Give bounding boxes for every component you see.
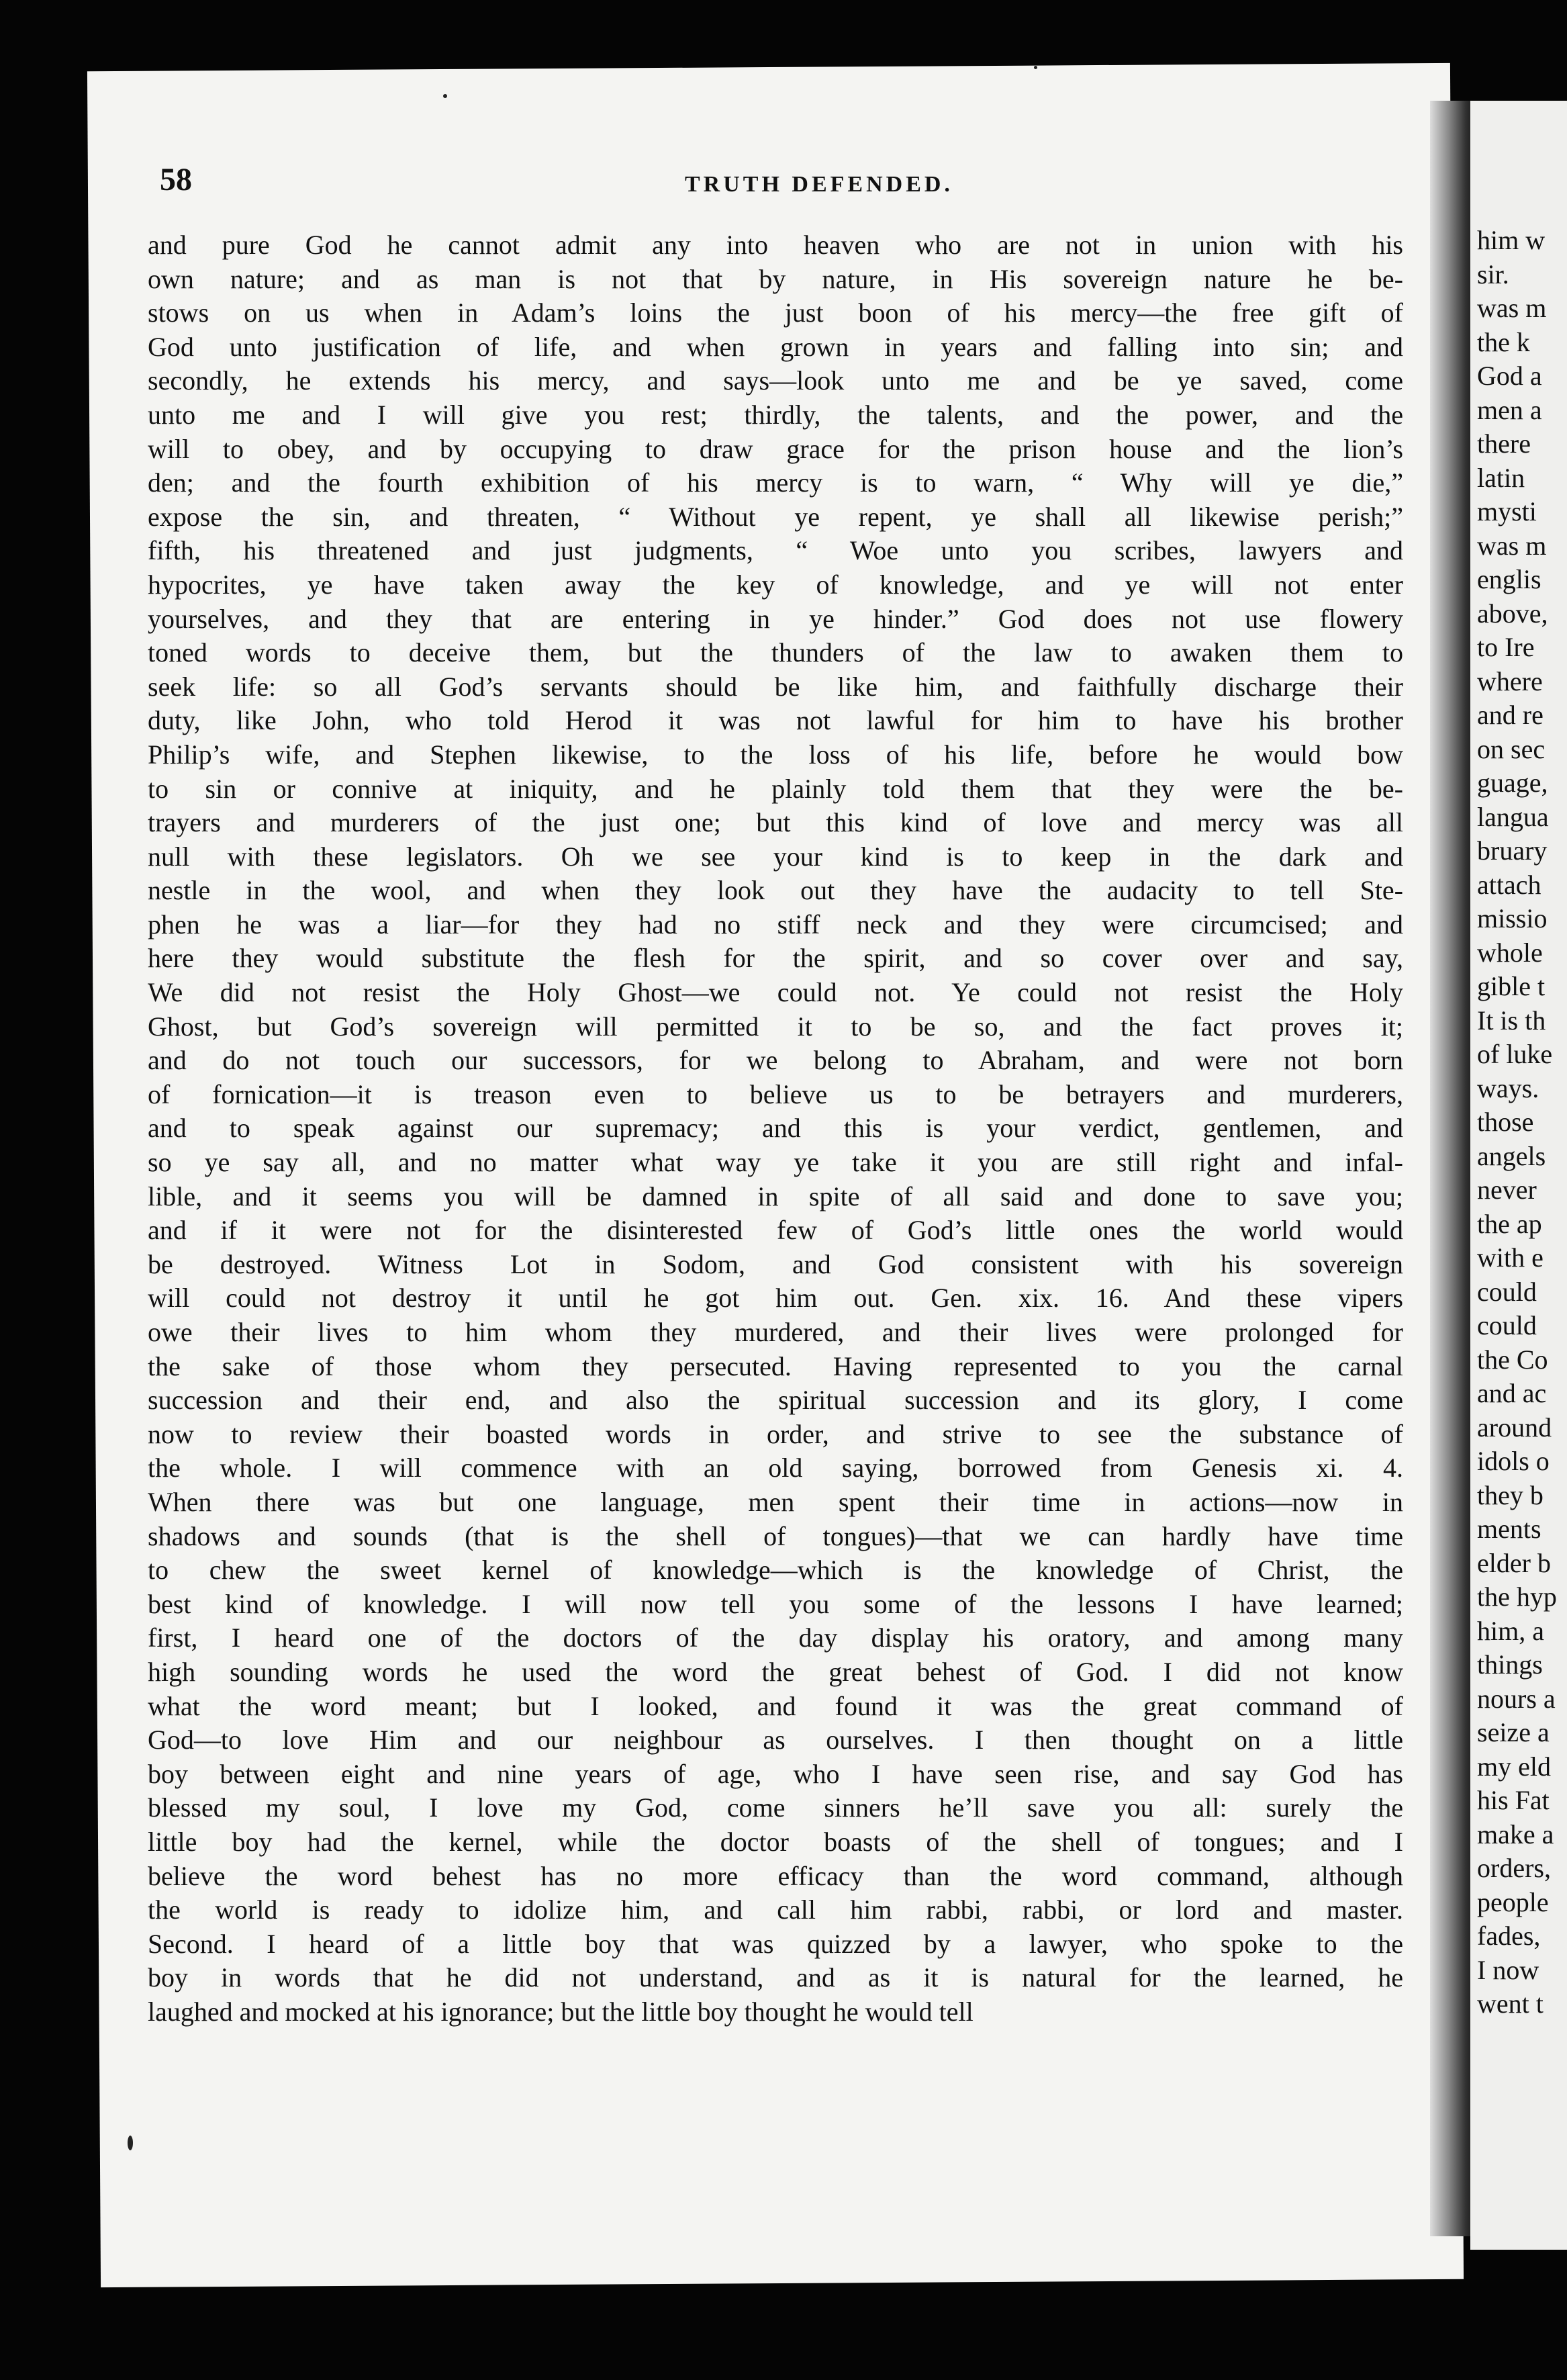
text-line: yourselves, and they that are entering in ye hinder.” God does not use flowery (148, 603, 1403, 634)
facing-text-line: things (1477, 1649, 1543, 1680)
facing-text-line: the hyp (1477, 1582, 1557, 1612)
facing-text-line: fades, (1477, 1921, 1541, 1951)
text-line: When there was but one language, men spent their time in actions—now in (148, 1486, 1403, 1517)
text-line: unto me and I will give you rest; thirdly, the talents, and the power, and the (148, 399, 1403, 430)
facing-text-line: orders, (1477, 1853, 1551, 1883)
facing-text-line: was m (1477, 530, 1547, 561)
text-line: fifth, his threatened and just judgments, “ Woe unto you scribes, lawyers and (148, 535, 1403, 566)
facing-text-line: nours a (1477, 1683, 1556, 1714)
text-line: Second. I heard of a little boy that was quizzed by a lawyer, who spoke to the (148, 1928, 1403, 1959)
text-line: God—to love Him and our neighbour as ourselves. I then thought on a little (148, 1725, 1403, 1755)
text-line: to sin or connive at iniquity, and he plainly told them that they were the be- (148, 773, 1403, 804)
text-line: what the word meant; but I looked, and found it was the great command of (148, 1690, 1403, 1721)
text-line: now to review their boasted words in order, and strive to see the substance of (148, 1418, 1403, 1449)
text-line: seek life: so all God’s servants should be like him, and faithfully discharge their (148, 671, 1403, 702)
facing-text-line: him w (1477, 225, 1546, 255)
text-line: the whole. I will commence with an old saying, borrowed from Genesis xi. 4. (148, 1453, 1403, 1483)
facing-text-line: the k (1477, 326, 1530, 357)
text-line: blessed my soul, I love my God, come sinners he’ll save you all: surely the (148, 1792, 1403, 1823)
facing-text-line: his Fat (1477, 1785, 1550, 1815)
text-line: lible, and it seems you will be damned in spite of all said and done to save you; (148, 1181, 1403, 1211)
text-line: den; and the fourth exhibition of his mercy is to warn, “ Why will ye die,” (148, 467, 1403, 498)
text-line: here they would substitute the flesh for the spirit, and so cover over and say, (148, 943, 1403, 974)
facing-text-line: sir. (1477, 259, 1509, 289)
text-line: and pure God he cannot admit any into heaven who are not in union with his (148, 230, 1403, 260)
facing-text-line: went t (1477, 1988, 1544, 2019)
text-line: God unto justification of life, and when grown in years and falling into sin; and (148, 331, 1403, 362)
text-line: of fornication—it is treason even to believe us to be betrayers and murderers, (148, 1079, 1403, 1109)
text-line: own nature; and as man is not that by nature, in His sovereign nature he be- (148, 263, 1403, 294)
text-line: so ye say all, and no matter what way ye take it you are still right and infal- (148, 1147, 1403, 1178)
text-line: and to speak against our supremacy; and this is your verdict, gentlemen, and (148, 1113, 1403, 1144)
text-line: will could not destroy it until he got him out. Gen. xix. 16. And these vipers (148, 1283, 1403, 1314)
text-line: stows on us when in Adam’s loins the just boon of his mercy—the free gift of (148, 298, 1403, 328)
text-line: hypocrites, ye have taken away the key of knowledge, and ye will not enter (148, 569, 1403, 600)
text-line: and if it were not for the disinterested few of God’s little ones the world would (148, 1215, 1403, 1246)
text-line: be destroyed. Witness Lot in Sodom, and God consistent with his sovereign (148, 1248, 1403, 1279)
text-line: high sounding words he used the word the great behest of God. I did not know (148, 1656, 1403, 1687)
facing-text-line: above, (1477, 598, 1548, 629)
facing-text-line: the ap (1477, 1208, 1542, 1239)
facing-text-line: and re (1477, 700, 1544, 730)
facing-text-line: him, a (1477, 1615, 1544, 1646)
text-line: Philip’s wife, and Stephen likewise, to the loss of his life, before he would bow (148, 739, 1403, 770)
text-line: boy in words that he did not understand, and as it is natural for the learned, he (148, 1962, 1403, 1993)
facing-text-line: my eld (1477, 1751, 1551, 1782)
facing-text-line: where (1477, 666, 1543, 696)
facing-text-line: langua (1477, 801, 1549, 832)
facing-text-line: people (1477, 1886, 1549, 1917)
facing-text-line: on sec (1477, 733, 1546, 764)
text-line: phen he was a liar—for they had no stiff neck and they were circumcised; and (148, 909, 1403, 940)
text-line: Ghost, but God’s sovereign will permitted it to be so, and the fact proves it; (148, 1011, 1403, 1042)
facing-text-line: gible t (1477, 971, 1546, 1001)
text-line: shadows and sounds (that is the shell of tongues)—that we can hardly have time (148, 1520, 1403, 1551)
facing-text-line: ments (1477, 1514, 1541, 1544)
text-line: laughed and mocked at his ignorance; but the little boy thought he would tell (148, 1996, 974, 2027)
facing-text-line: God a (1477, 361, 1542, 391)
text-line: expose the sin, and threaten, “ Without ye repent, ye shall all likewise perish;” (148, 501, 1403, 532)
text-line: boy between eight and nine years of age, who I have seen rise, and say God has (148, 1758, 1403, 1789)
facing-text-line: there (1477, 428, 1531, 459)
facing-text-line: idols o (1477, 1446, 1550, 1476)
scan-speck (1034, 66, 1037, 69)
text-line: and do not touch our successors, for we belong to Abraham, and were not born (148, 1045, 1403, 1076)
facing-text-line: the Co (1477, 1344, 1548, 1375)
text-line: succession and their end, and also the spiritual succession and its glory, I come (148, 1385, 1403, 1416)
facing-text-line: mysti (1477, 496, 1537, 527)
facing-text-line: guage, (1477, 768, 1548, 798)
facing-text-line: those (1477, 1107, 1534, 1137)
text-line: trayers and murderers of the just one; but this kind of love and mercy was all (148, 807, 1403, 838)
facing-text-line: of luke (1477, 1039, 1553, 1069)
facing-text-line: whole (1477, 937, 1543, 968)
facing-text-line: ways. (1477, 1072, 1539, 1103)
facing-text-line: make a (1477, 1819, 1554, 1849)
text-line: secondly, he extends his mercy, and says—look unto me and be ye saved, come (148, 365, 1403, 396)
text-line: to chew the sweet kernel of knowledge—which is the knowledge of Christ, the (148, 1555, 1403, 1586)
text-line: owe their lives to him whom they murdered, and their lives were prolonged for (148, 1317, 1403, 1347)
facing-text-line: elder b (1477, 1547, 1551, 1578)
text-line: little boy had the kernel, while the doctor boasts of the shell of tongues; and I (148, 1826, 1403, 1857)
text-line: best kind of knowledge. I will now tell you some of the lessons I have learned; (148, 1588, 1403, 1619)
page-number: 58 (160, 162, 192, 197)
text-line: will to obey, and by occupying to draw grace for the prison house and the lion’s (148, 433, 1403, 464)
facing-text-line: bruary (1477, 835, 1548, 866)
body-text (148, 228, 1403, 2029)
text-line: toned words to deceive them, but the thunders of the law to awaken them to (148, 637, 1403, 668)
facing-page (1470, 101, 1567, 2250)
facing-text-line: englis (1477, 564, 1541, 594)
facing-text-line: latin (1477, 462, 1525, 493)
facing-text-line: I now (1477, 1954, 1539, 1985)
facing-page-text (1470, 224, 1567, 2021)
text-line: believe the word behest has no more efficacy than the word command, although (148, 1860, 1403, 1891)
text-line: null with these legislators. Oh we see your kind is to keep in the dark and (148, 841, 1403, 872)
scan-speck (128, 2136, 133, 2150)
facing-text-line: and ac (1477, 1378, 1547, 1408)
facing-text-line: to Ire (1477, 632, 1535, 662)
facing-text-line: could (1477, 1310, 1537, 1340)
text-line: We did not resist the Holy Ghost—we could not. Ye could not resist the Holy (148, 977, 1403, 1008)
facing-text-line: they b (1477, 1479, 1544, 1510)
facing-text-line: around (1477, 1412, 1552, 1443)
text-line: duty, like John, who told Herod it was not lawful for him to have his brother (148, 705, 1403, 736)
facing-text-line: It is th (1477, 1005, 1546, 1036)
facing-text-line: angels (1477, 1140, 1546, 1171)
facing-text-line: men a (1477, 394, 1542, 425)
facing-text-line: was m (1477, 293, 1547, 323)
text-line: the world is ready to idolize him, and call him rabbi, rabbi, or lord and master. (148, 1894, 1403, 1925)
running-head: TRUTH DEFENDED. (685, 172, 953, 197)
scan-speck (443, 94, 447, 98)
facing-text-line: never (1477, 1175, 1537, 1205)
text-line: the sake of those whom they persecuted. Having represented to you the carnal (148, 1351, 1403, 1381)
facing-text-line: with e (1477, 1242, 1544, 1273)
facing-text-line: could (1477, 1276, 1537, 1307)
text-line: nestle in the wool, and when they look out they have the audacity to tell Ste- (148, 875, 1403, 906)
facing-text-line: seize a (1477, 1717, 1550, 1747)
facing-text-line: missio (1477, 903, 1548, 933)
facing-text-line: attach (1477, 869, 1541, 900)
text-line: first, I heard one of the doctors of the day display his oratory, and among many (148, 1622, 1403, 1653)
